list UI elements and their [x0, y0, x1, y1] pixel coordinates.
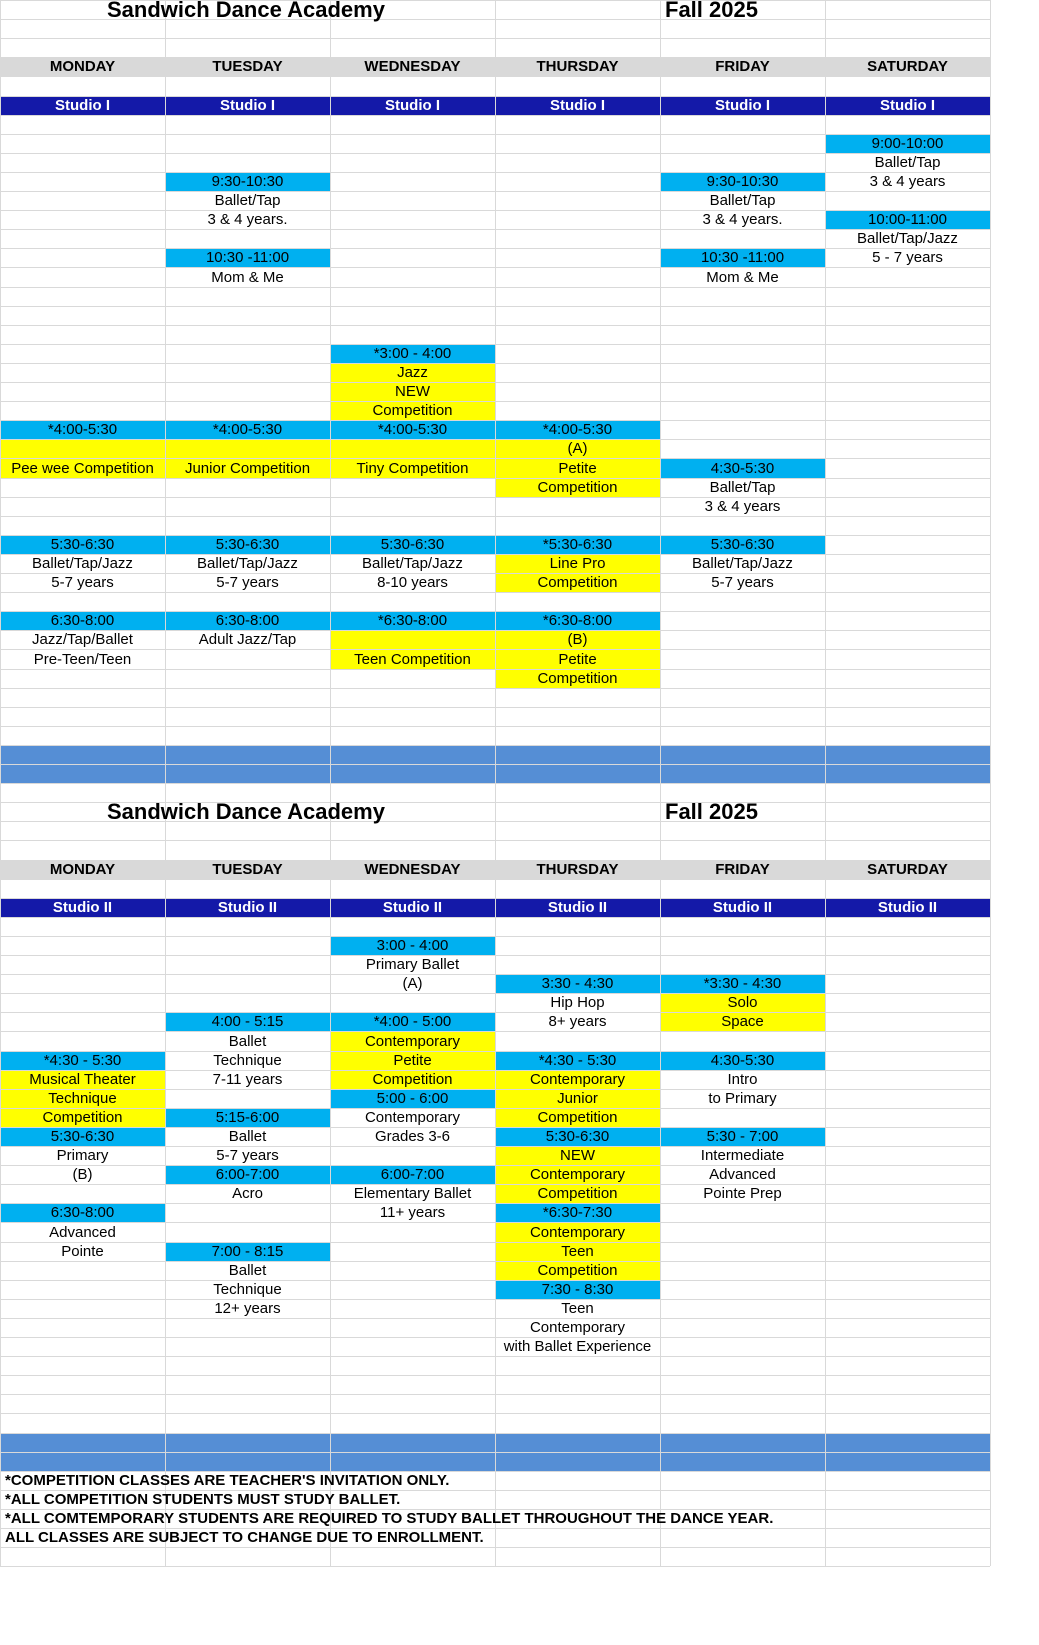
class-cell: Competition	[42, 1109, 123, 1126]
class-cell: *4:30 - 5:30	[43, 1052, 122, 1069]
class-cell: *3:30 - 4:30	[703, 975, 782, 992]
class-cell: 4:00 - 5:15	[211, 1013, 284, 1030]
competition-fill	[0, 439, 165, 458]
class-cell: *4:00-5:30	[377, 421, 448, 438]
class-cell: Intro	[727, 1071, 758, 1088]
studio-header-5: Studio I	[880, 97, 935, 114]
class-cell: 9:30-10:30	[706, 173, 779, 190]
class-cell: 9:30-10:30	[211, 173, 284, 190]
class-cell: *6:30-8:00	[377, 612, 448, 629]
day-header-3: THURSDAY	[536, 58, 619, 75]
day-header-0: MONDAY	[49, 58, 116, 75]
class-cell: 3 & 4 years	[704, 498, 781, 515]
class-cell: Petite	[558, 650, 597, 668]
class-cell: Contemporary	[529, 1319, 626, 1336]
day-header-2: WEDNESDAY	[364, 861, 461, 878]
class-cell: Mom & Me	[706, 268, 779, 286]
class-cell: (B)	[72, 1166, 93, 1183]
class-cell: Hip Hop	[550, 994, 605, 1011]
class-cell: Ballet	[228, 1128, 267, 1145]
class-cell: 6:30-8:00	[50, 1204, 115, 1221]
class-cell: Pee wee Competition	[11, 459, 154, 477]
class-cell: with Ballet Experience	[503, 1338, 652, 1355]
class-cell: 5:00 - 6:00	[376, 1090, 449, 1107]
class-cell: 4:30-5:30	[710, 1052, 775, 1069]
class-cell: NEW	[560, 1147, 595, 1164]
class-cell: Jazz	[397, 364, 428, 381]
class-cell: Ballet/Tap	[709, 192, 776, 209]
academy-title: Sandwich Dance Academy	[107, 798, 385, 824]
class-cell: *3:00 - 4:00	[373, 345, 452, 362]
studio-header-2: Studio I	[385, 97, 440, 114]
class-cell: *4:00 - 5:00	[373, 1013, 452, 1030]
grid-col-line	[165, 0, 166, 1566]
class-cell: Mom & Me	[211, 268, 284, 286]
class-cell: Petite	[393, 1052, 432, 1069]
class-cell: Tiny Competition	[356, 459, 469, 477]
class-cell: Ballet/Tap	[709, 479, 776, 496]
class-cell: Ballet	[228, 1032, 267, 1050]
class-cell: Competition	[537, 574, 618, 591]
class-cell: Competition	[537, 1262, 618, 1279]
class-cell: 12+ years	[214, 1300, 281, 1317]
class-cell: 5-7 years	[216, 574, 279, 591]
studio-header-2: Studio II	[382, 899, 443, 916]
class-cell: 5:30-6:30	[545, 1128, 610, 1145]
footnote: *ALL COMTEMPORARY STUDENTS ARE REQUIRED TO STUDY BALLET THROUGHOUT THE DANCE YEAR.	[5, 1510, 774, 1527]
class-cell: Solo	[727, 994, 758, 1011]
grid-col-line	[0, 0, 1, 1566]
class-cell: *4:00-5:30	[542, 421, 613, 438]
class-cell: *4:00-5:30	[212, 421, 283, 438]
class-cell: Competition	[372, 402, 453, 419]
studio-header-0: Studio I	[55, 97, 110, 114]
class-cell: to Primary	[708, 1090, 777, 1107]
class-cell: 10:30 -11:00	[205, 249, 290, 266]
grid-col-line	[660, 0, 661, 1566]
competition-fill	[165, 439, 330, 458]
class-cell: *4:00-5:30	[47, 421, 118, 438]
class-cell: 6:00-7:00	[215, 1166, 280, 1183]
academy-title: Sandwich Dance Academy	[107, 0, 385, 22]
class-cell: 5:30-6:30	[710, 536, 775, 553]
class-cell: Contemporary	[364, 1109, 461, 1126]
class-cell: 11+ years	[379, 1204, 446, 1221]
day-header-3: THURSDAY	[536, 861, 619, 878]
day-header-4: FRIDAY	[715, 861, 770, 878]
day-header-5: SATURDAY	[867, 861, 948, 878]
class-cell: 3 & 4 years.	[207, 211, 288, 228]
class-cell: 5:30 - 7:00	[706, 1128, 779, 1145]
class-cell: 10:30 -11:00	[700, 249, 785, 266]
class-cell: *4:30 - 5:30	[538, 1052, 617, 1069]
day-header-4: FRIDAY	[715, 58, 770, 75]
season-title: Fall 2025	[665, 798, 758, 824]
class-cell: 10:00-11:00	[868, 211, 947, 228]
class-cell: 4:30-5:30	[710, 459, 775, 477]
class-cell: Jazz/Tap/Ballet	[32, 631, 133, 648]
class-cell: Ballet/Tap/Jazz	[32, 555, 133, 572]
class-cell: 5-7 years	[51, 574, 114, 591]
class-cell: Contemporary	[364, 1032, 461, 1050]
class-cell: 8-10 years	[377, 574, 448, 591]
class-cell: Teen	[561, 1300, 594, 1317]
class-cell: *6:30-8:00	[542, 612, 613, 629]
grid-col-line	[330, 0, 331, 1566]
class-cell: Contemporary	[529, 1166, 626, 1183]
class-cell: Ballet/Tap/Jazz	[362, 555, 463, 572]
class-cell: 6:30-8:00	[50, 612, 115, 629]
class-cell: 7:00 - 8:15	[211, 1243, 284, 1260]
class-cell: Ballet	[228, 1262, 267, 1279]
studio-header-5: Studio II	[877, 899, 938, 916]
day-header-2: WEDNESDAY	[364, 58, 461, 75]
class-cell: 5:30-6:30	[380, 536, 445, 553]
day-header-5: SATURDAY	[867, 58, 948, 75]
class-cell: 3 & 4 years.	[702, 211, 783, 228]
class-cell: NEW	[395, 383, 430, 400]
day-header-1: TUESDAY	[212, 861, 283, 878]
class-cell: Contemporary	[529, 1223, 626, 1241]
studio-header-3: Studio II	[547, 899, 608, 916]
class-cell: Acro	[232, 1185, 263, 1202]
class-cell: Grades 3-6	[374, 1128, 451, 1145]
class-cell: Competition	[537, 670, 618, 687]
class-cell: 5:30-6:30	[215, 536, 280, 553]
day-header-1: TUESDAY	[212, 58, 283, 75]
studio-header-3: Studio I	[550, 97, 605, 114]
footnote: ALL CLASSES ARE SUBJECT TO CHANGE DUE TO ENROLLMENT.	[5, 1529, 484, 1546]
class-cell: Space	[721, 1013, 764, 1030]
class-cell: Junior	[557, 1090, 598, 1107]
competition-fill	[330, 630, 495, 649]
class-cell: *5:30-6:30	[542, 536, 613, 553]
class-cell: 5:30-6:30	[50, 1128, 115, 1145]
class-cell: Advanced	[49, 1223, 116, 1241]
class-cell: Primary Ballet	[365, 956, 460, 973]
studio-header-1: Studio I	[220, 97, 275, 114]
class-cell: Teen	[561, 1243, 594, 1260]
class-cell: Ballet/Tap/Jazz	[857, 230, 958, 247]
class-cell: 5 - 7 years	[872, 249, 943, 266]
day-header-0: MONDAY	[49, 861, 116, 878]
class-cell: (A)	[402, 975, 423, 992]
class-cell: Technique	[48, 1090, 117, 1107]
class-cell: Ballet/Tap/Jazz	[197, 555, 298, 572]
studio-header-1: Studio II	[217, 899, 278, 916]
class-cell: Competition	[537, 1109, 618, 1126]
class-cell: 5:15-6:00	[215, 1109, 280, 1126]
class-cell: Petite	[558, 459, 597, 477]
class-cell: Contemporary	[529, 1071, 626, 1088]
class-cell: 6:00-7:00	[380, 1166, 445, 1183]
class-cell: Competition	[537, 479, 618, 496]
class-cell: Advanced	[709, 1166, 776, 1183]
class-cell: Intermediate	[700, 1147, 785, 1164]
class-cell: Elementary Ballet	[353, 1185, 472, 1202]
class-cell: Ballet/Tap/Jazz	[692, 555, 793, 572]
class-cell: Primary	[56, 1147, 109, 1164]
class-cell: Pointe Prep	[703, 1185, 782, 1202]
class-cell: Adult Jazz/Tap	[198, 631, 297, 648]
class-cell: Technique	[213, 1281, 282, 1298]
class-cell: Junior Competition	[184, 459, 311, 477]
class-cell: 8+ years	[548, 1013, 607, 1030]
class-cell: Pre-Teen/Teen	[33, 650, 132, 668]
class-cell: *6:30-7:30	[542, 1204, 613, 1221]
class-cell: 3 & 4 years	[869, 173, 946, 190]
grid-col-line	[990, 0, 991, 1566]
studio-header-0: Studio II	[52, 899, 113, 916]
class-cell: 5-7 years	[711, 574, 774, 591]
class-cell: (B)	[567, 631, 588, 648]
class-cell: 5:30-6:30	[50, 536, 115, 553]
class-cell: (A)	[567, 440, 588, 457]
class-cell: Ballet/Tap	[214, 192, 281, 209]
class-cell: 7-11 years	[212, 1071, 283, 1088]
class-cell: Competition	[537, 1185, 618, 1202]
studio-header-4: Studio I	[715, 97, 770, 114]
class-cell: Pointe	[61, 1243, 104, 1260]
class-cell: Line Pro	[549, 555, 606, 572]
class-cell: 3:00 - 4:00	[376, 937, 449, 954]
class-cell: 3:30 - 4:30	[541, 975, 614, 992]
class-cell: Teen Competition	[354, 650, 471, 668]
studio-header-4: Studio II	[712, 899, 773, 916]
competition-fill	[330, 439, 495, 458]
footnote: *ALL COMPETITION STUDENTS MUST STUDY BALLET.	[5, 1491, 401, 1508]
class-cell: Musical Theater	[29, 1071, 136, 1088]
footnote: *COMPETITION CLASSES ARE TEACHER'S INVITATION ONLY.	[5, 1472, 450, 1489]
class-cell: Ballet/Tap	[874, 154, 941, 171]
class-cell: 9:00-10:00	[871, 135, 944, 152]
class-cell: 5-7 years	[216, 1147, 279, 1164]
season-title: Fall 2025	[665, 0, 758, 22]
class-cell: Technique	[213, 1052, 282, 1069]
class-cell: 7:30 - 8:30	[541, 1281, 614, 1298]
grid-row-line	[0, 1566, 990, 1567]
class-cell: 6:30-8:00	[215, 612, 280, 629]
class-cell: Competition	[372, 1071, 453, 1088]
